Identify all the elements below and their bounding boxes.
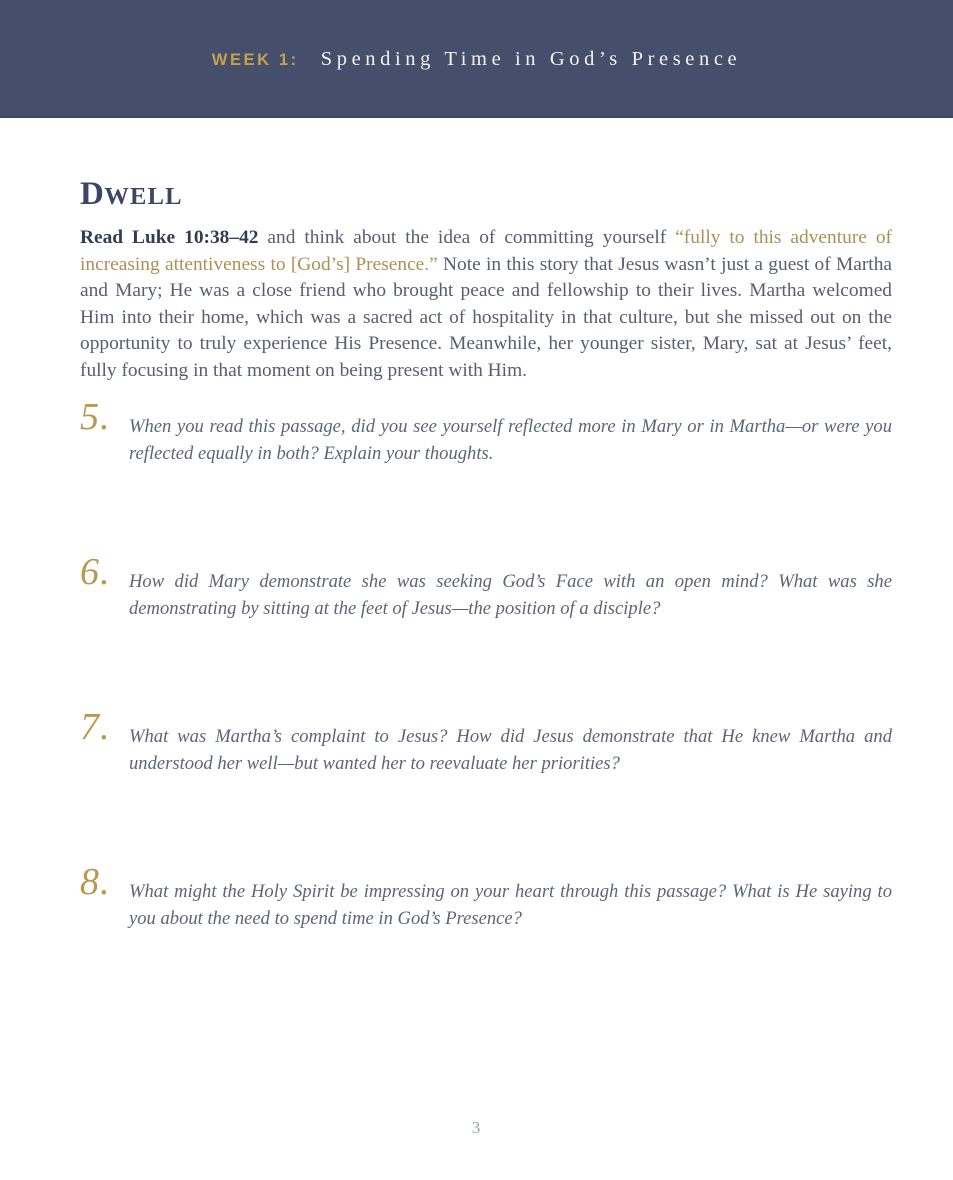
question-text: When you read this passage, did you see yourself reflected more in Mary or in Martha—or were you reflected equally in both? Explain your thoughts. [129,416,892,464]
intro-text-after-quote: Note in this story that Jesus wasn’t just a guest of Martha and Mary; He was a close friend who brought peace and fellowship to their lives. Martha welcomed Him into their home, which was a sacred act of hospitality in that culture, but she missed out on the opportunity to truly experience His Presence. Meanwhile, her younger sister, Mary, sat at Jesus’ feet, fully focusing in that moment on being present with Him. [80,253,892,381]
question-item [80,861,892,941]
question-item [80,551,892,631]
section-heading-initial: D [80,176,105,212]
question-number: 6. [80,551,111,593]
questions-list [80,396,892,941]
question-item [80,396,892,476]
week-label: WEEK 1: [211,50,299,69]
section-heading-rest: WELL [104,183,183,210]
question-number: 7. [80,706,111,748]
intro-text-before-quote: and think about the idea of committing yourself [258,227,676,248]
dwell-section [80,178,892,385]
section-heading [80,178,892,211]
page-number: 3 [471,1118,482,1137]
intro-paragraph [80,225,892,385]
header-title-group [212,48,741,71]
scripture-reference: Read Luke 10:38–42 [80,227,259,248]
question-text: What might the Holy Spirit be impressing on your heart through this passage? What is He saying to you about the need to spend time in God’s Presence? [129,881,892,929]
question-text: How did Mary demonstrate she was seeking God’s Face with an open mind? What was she demonstrating by sitting at the feet of Jesus—the position of a disciple? [129,571,892,619]
question-text: What was Martha’s complaint to Jesus? How did Jesus demonstrate that He knew Martha and understood her well—but wanted her to reevaluate her priorities? [129,726,892,774]
question-number: 8. [80,861,111,903]
page-body [0,118,953,1180]
question-number: 5. [80,396,111,438]
page-header-bar [0,0,953,118]
intro-quotation: “fully to this adventure of increasing attentiveness to [God’s] Presence.” [80,227,892,275]
question-item [80,706,892,786]
header-title: Spending Time in God’s Presence [320,47,742,70]
